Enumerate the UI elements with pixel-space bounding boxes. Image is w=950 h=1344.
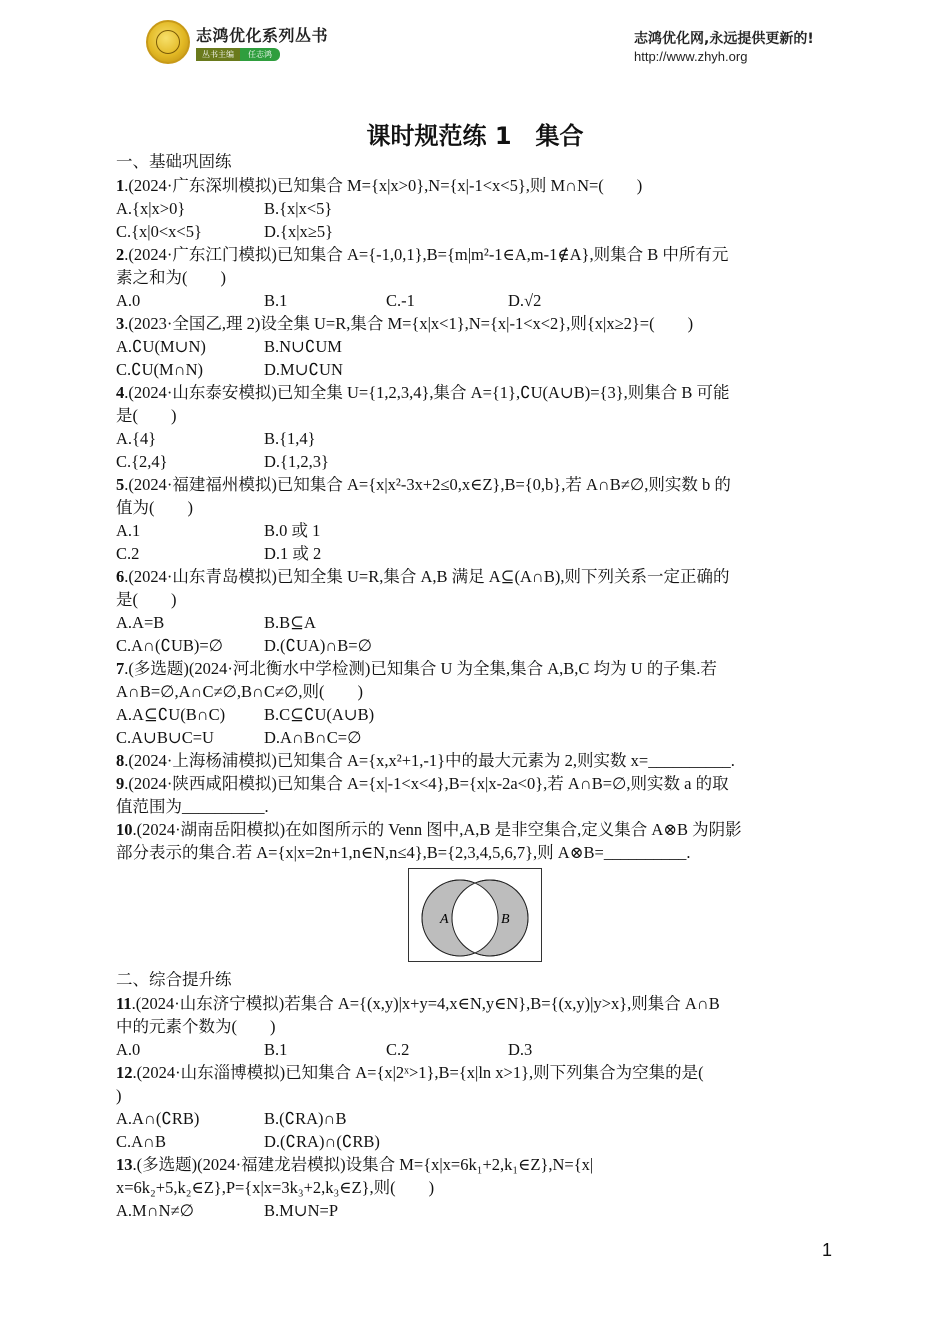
question-number: 1 (116, 176, 125, 195)
answer-option: A.1 (116, 521, 141, 540)
page-header (0, 0, 950, 80)
answer-options-row (116, 289, 836, 312)
site-url: http://www.zhyh.org (634, 49, 748, 64)
answer-option: C.A∩B (116, 1132, 166, 1151)
answer-option: D.(∁UA)∩B=∅ (264, 636, 372, 655)
question-stem (116, 749, 836, 772)
answer-option: B.N∪∁UM (264, 337, 342, 356)
question-stem (116, 174, 836, 197)
question-number: 4 (116, 383, 125, 402)
answer-option: B.(∁RA)∩B (264, 1109, 347, 1128)
answer-option: B.B⊆A (264, 613, 316, 632)
answer-option: A.A∩(∁RB) (116, 1109, 200, 1128)
question-text: .(2024·广东江门模拟)已知集合 A={-1,0,1},B={m|m²-1∈A,m-1∉A},则集合 B 中所有元 (124, 245, 729, 264)
question-stem (116, 657, 836, 680)
answer-options-row (116, 634, 836, 657)
answer-options-row (116, 1199, 836, 1222)
answer-options-row (116, 703, 836, 726)
question-text: .(2024·上海杨浦模拟)已知集合 A={x,x²+1,-1}中的最大元素为 2,则实数 x=__________. (124, 751, 735, 770)
answer-options-row (116, 1038, 836, 1061)
answer-option: C.∁U(M∩N) (116, 360, 204, 379)
question-text: .(2024·陕西咸阳模拟)已知集合 A={x|-1<x<4},B={x|x-2a<0},若 A∩B=∅,则实数 a 的取 (124, 774, 729, 793)
question-number: 6 (116, 567, 125, 586)
answer-option: D.M∪∁UN (264, 360, 343, 379)
question-number: 13 (116, 1155, 133, 1174)
question-text-continued: A∩B=∅,A∩C≠∅,B∩C≠∅,则( ) (116, 682, 364, 701)
answer-option: B.0 或 1 (264, 521, 321, 540)
site-slogan: 志鸿优化网,永远提供更新的! (634, 31, 814, 47)
answer-option: D.3 (508, 1040, 533, 1059)
question-stem (116, 992, 836, 1015)
answer-options-row (116, 220, 836, 243)
answer-options-row (116, 358, 836, 381)
series-editor-name: 任志鸿 (240, 48, 280, 61)
answer-option: A.M∩N≠∅ (116, 1201, 194, 1220)
question-text-continued: 素之和为( ) (116, 268, 226, 287)
question-text-continued: 是( ) (116, 590, 177, 609)
question-stem (116, 473, 836, 496)
answer-option: A.A=B (116, 613, 165, 632)
answer-option: D.{x|x≥5} (264, 222, 333, 241)
answer-option: B.{x|x<5} (264, 199, 333, 218)
page-title: 课时规范练 1 集合 (366, 122, 584, 150)
question-text-continued: 部分表示的集合.若 A={x|x=2n+1,n∈N,n≤4},B={2,3,4,5,6,7},则 A⊗B=__________. (116, 843, 691, 862)
question-stem (116, 381, 836, 404)
question-text-continued: 中的元素个数为( ) (116, 1017, 276, 1036)
answer-option: A.0 (116, 1040, 141, 1059)
answer-option: B.M∪N=P (264, 1201, 339, 1220)
answer-option: A.{x|x>0} (116, 199, 186, 218)
question-text: .(2023·全国乙,理 2)设全集 U=R,集合 M={x|x<1},N={x|-1<x<2},则{x|x≥2}=( ) (124, 314, 694, 333)
page-number: 1 (822, 1240, 833, 1260)
question-text-continued: ) (116, 1086, 122, 1105)
answer-options-row (116, 1107, 836, 1130)
exercise-content (116, 150, 836, 1222)
question-text-continued: x=6k₂+5,k₂∈Z},P={x|x=3k₃+2,k₃∈Z},则( ) (116, 1178, 435, 1197)
question-number: 5 (116, 475, 125, 494)
question-number: 8 (116, 751, 125, 770)
answer-option: C.{2,4} (116, 452, 168, 471)
section-heading: 一、基础巩固练 (116, 152, 232, 171)
question-stem (116, 312, 836, 335)
answer-option: B.1 (264, 291, 288, 310)
series-editor-badge (196, 48, 280, 61)
answer-options-row (116, 427, 836, 450)
question-text: .(多选题)(2024·福建龙岩模拟)设集合 M={x|x=6k₁+2,k₁∈Z},N={x| (132, 1155, 594, 1174)
question-stem (116, 818, 836, 841)
question-stem (116, 772, 836, 795)
answer-option: A.A⊆∁U(B∩C) (116, 705, 226, 724)
question-stem (116, 1061, 836, 1084)
question-text-continued: 值范围为__________. (116, 797, 269, 816)
answer-option: B.C⊆∁U(A∪B) (264, 705, 375, 724)
answer-options-row (116, 335, 836, 358)
question-text: .(2024·山东青岛模拟)已知全集 U=R,集合 A,B 满足 A⊆(A∩B),则下列关系一定正确的 (124, 567, 730, 586)
question-text: .(2024·山东淄博模拟)已知集合 A={x|2ˣ>1},B={x|ln x>1},则下列集合为空集的是( (132, 1063, 704, 1082)
question-number: 7 (116, 659, 125, 678)
series-title: 志鸿优化系列丛书 (196, 26, 329, 45)
question-text: .(多选题)(2024·河北衡水中学检测)已知集合 U 为全集,集合 A,B,C 均为 U 的子集.若 (124, 659, 717, 678)
question-text: .(2024·山东济宁模拟)若集合 A={(x,y)|x+y=4,x∈N,y∈N},B={(x,y)|y>x},则集合 A∩B (131, 994, 720, 1013)
question-text-continued: 值为( ) (116, 498, 193, 517)
question-text: .(2024·山东泰安模拟)已知全集 U={1,2,3,4},集合 A={1},∁U(A∪B)={3},则集合 B 可能 (124, 383, 730, 402)
question-number: 12 (116, 1063, 133, 1082)
answer-option: D.A∩B∩C=∅ (264, 728, 362, 747)
answer-options-row (116, 726, 836, 749)
question-number: 3 (116, 314, 125, 333)
answer-option: D.(∁RA)∩(∁RB) (264, 1132, 380, 1151)
question-number: 2 (116, 245, 125, 264)
answer-options-row (116, 519, 836, 542)
answer-options-row (116, 1130, 836, 1153)
answer-options-row (116, 542, 836, 565)
question-stem (116, 565, 836, 588)
answer-option: A.0 (116, 291, 141, 310)
answer-option: D.1 或 2 (264, 544, 322, 563)
answer-options-row (116, 450, 836, 473)
series-logo-icon (146, 20, 190, 64)
venn-label-a: A (440, 912, 449, 927)
answer-option: C.2 (116, 544, 140, 563)
answer-option: C.A∪B∪C=U (116, 728, 214, 747)
answer-option: C.{x|0<x<5} (116, 222, 202, 241)
question-stem (116, 1153, 836, 1176)
question-text: .(2024·湖南岳阳模拟)在如图所示的 Venn 图中,A,B 是非空集合,定义集合 A⊗B 为阴影 (132, 820, 742, 839)
question-text: .(2024·福建福州模拟)已知集合 A={x|x²-3x+2≤0,x∈Z},B={0,b},若 A∩B≠∅,则实数 b 的 (124, 475, 731, 494)
answer-option: A.{4} (116, 429, 157, 448)
question-text: .(2024·广东深圳模拟)已知集合 M={x|x>0},N={x|-1<x<5},则 M∩N=( ) (124, 176, 643, 195)
venn-diagram (408, 868, 542, 962)
answer-option: D.√2 (508, 291, 542, 310)
answer-options-row (116, 197, 836, 220)
answer-option: C.-1 (386, 291, 415, 310)
question-stem (116, 243, 836, 266)
question-number: 10 (116, 820, 133, 839)
answer-option: C.2 (386, 1040, 410, 1059)
venn-label-b: B (501, 912, 510, 927)
answer-option: C.A∩(∁UB)=∅ (116, 636, 224, 655)
section-heading: 二、综合提升练 (116, 970, 232, 989)
answer-option: B.{1,4} (264, 429, 316, 448)
answer-option: D.{1,2,3} (264, 452, 329, 471)
question-number: 9 (116, 774, 125, 793)
question-number: 11 (116, 994, 132, 1013)
answer-option: B.1 (264, 1040, 288, 1059)
answer-option: A.∁U(M∪N) (116, 337, 206, 356)
answer-options-row (116, 611, 836, 634)
series-chief-label: 丛书主编 (196, 48, 240, 61)
question-text-continued: 是( ) (116, 406, 177, 425)
